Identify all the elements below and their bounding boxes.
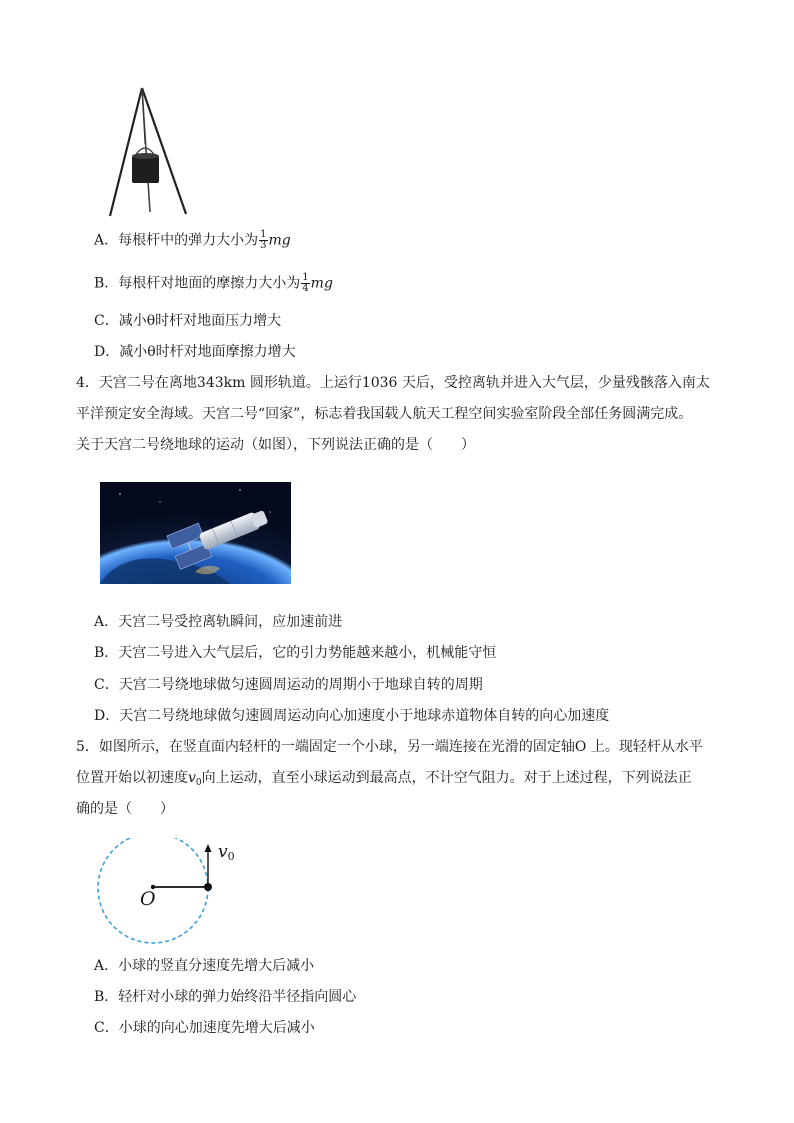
q3-option-b: B．每根杆对地面的摩擦力大小为 $\frac{1}{4}$ mg xyxy=(94,272,333,294)
q4-stem-line3: 关于天宫二号绕地球的运动（如图），下列说法正确的是（ ） xyxy=(76,437,475,453)
q4-stem-line2: 平洋预定安全海域。天宫二号“回家”，标志着我国载人航天工程空间实验室阶段全部任务圆满完成。 xyxy=(76,406,693,422)
q5-option-a: A．小球的竖直分速度先增大后减小 xyxy=(94,958,315,974)
q5-option-c: C．小球的向心加速度先增大后减小 xyxy=(94,1020,315,1036)
q4-option-a: A．天宫二号受控离轨瞬间，应加速前进 xyxy=(94,614,343,630)
q5-stem-line2: 位置开始以初速度$v_0$向上运动，直至小球运动到最高点，不计空气阻力。对于上述过程，下列说法正 xyxy=(76,770,692,788)
q4-option-b: B．天宫二号进入大气层后，它的引力势能越来越小，机械能守恒 xyxy=(94,645,497,661)
q5-option-b: B．轻杆对小球的弹力始终沿半径指向圆心 xyxy=(94,989,357,1005)
q3-option-a: A．每根杆中的弹力大小为 $\frac{1}{3}$ mg xyxy=(94,229,291,251)
fraction-one-third: $\frac{1}{3}$ xyxy=(260,229,267,251)
fraction-one-fourth: $\frac{1}{4}$ xyxy=(302,272,309,294)
q3-option-d: D．减小θ时杆对地面摩擦力增大 xyxy=(94,344,296,360)
circular-motion-figure xyxy=(96,838,256,948)
pivot-label: O xyxy=(140,888,156,910)
q5-stem-line3: 确的是（ ） xyxy=(76,801,174,817)
q4-option-d: D．天宫二号绕地球做匀速圆周运动向心加速度小于地球赤道物体自转的向心加速度 xyxy=(94,708,610,724)
velocity-label: $v_0$ xyxy=(218,842,235,863)
q4-stem-line1: 4．天宫二号在离地343km 圆形轨道。上运行1036 天后，受控离轨并进入大气层，少量残骸落入南太 xyxy=(76,375,710,391)
q5-stem-line1: 5．如图所示，在竖直面内轻杆的一端固定一个小球，另一端连接在光滑的固定轴O 上。现轻杆从水平 xyxy=(76,739,703,755)
q4-option-c: C．天宫二号绕地球做匀速圆周运动的周期小于地球自转的周期 xyxy=(94,677,483,693)
q3-option-c: C．减小θ时杆对地面压力增大 xyxy=(94,313,282,329)
tripod-figure xyxy=(100,84,200,220)
space-station-image xyxy=(100,482,291,584)
